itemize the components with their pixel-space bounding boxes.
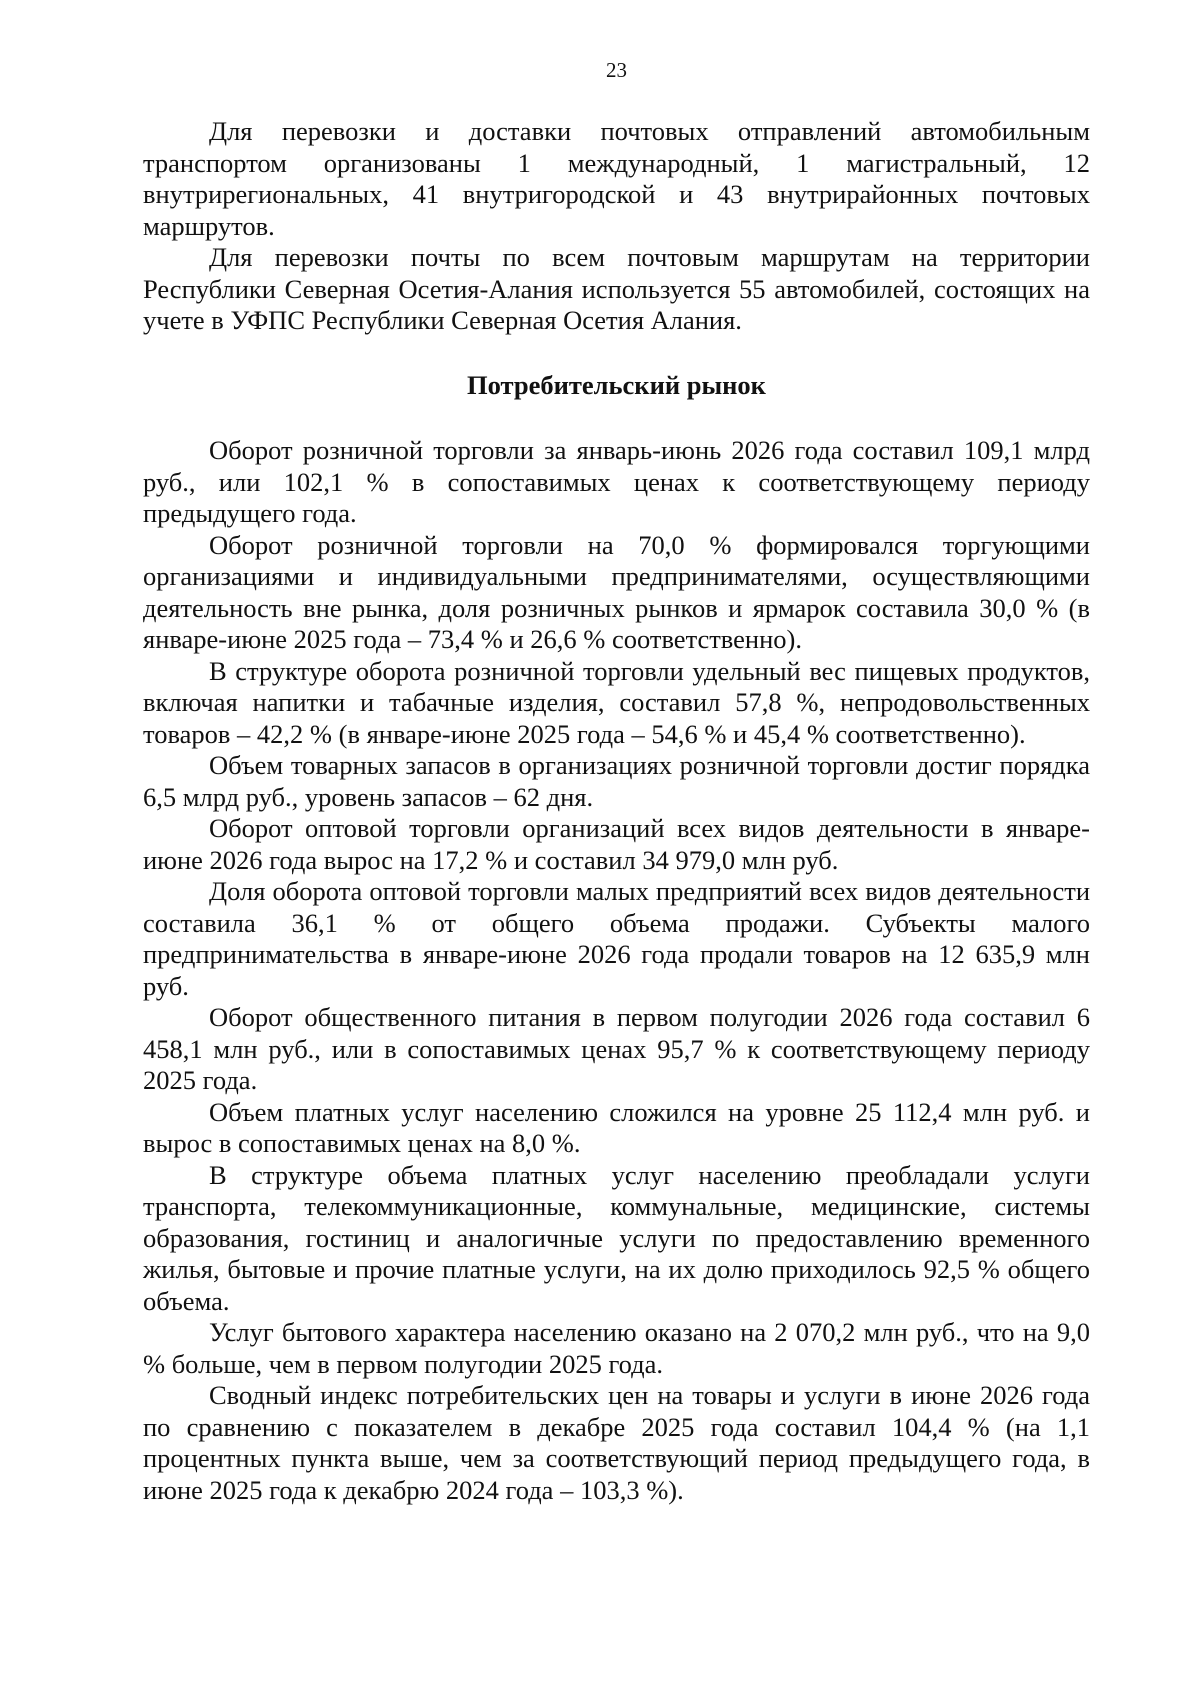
- paragraph-retail-structure-goods: В структуре оборота розничной торговли удельный вес пищевых продуктов, включая напитки и табачные изделия, составил 57,8 %, непродовольственных товаров – 42,2 % (в январе-июне 2025 года – 54,6 % и 45,4 % соответственно).: [143, 655, 1090, 749]
- paragraph-small-business-wholesale: Доля оборота оптовой торговли малых предприятий всех видов деятельности составила 36,1 % от общего объема продажи. Субъекты малого предпринимательства в январе-июне 2026 года продали товаров на 12 635,9 млн руб.: [143, 876, 1090, 1001]
- paragraph-paid-services-structure: В структуре объема платных услуг населению преобладали услуги транспорта, телекоммуникационные, коммунальные, медицинские, системы образования, гостиниц и аналогичные услуги по предоставлению временного жилья, бытовые и прочие платные услуги, на их долю приходилось 92,5 % общего объема.: [143, 1159, 1090, 1316]
- paragraph-inventory: Объем товарных запасов в организациях розничной торговли достиг порядка 6,5 млрд руб., уровень запасов – 62 дня.: [143, 750, 1090, 812]
- paragraph-consumer-price-index: Сводный индекс потребительских цен на товары и услуги в июне 2026 года по сравнению с показателем в декабре 2025 года составил 104,4 % (на 1,1 процентных пункта выше, чем за соответствующий период предыдущего года, в июне 2025 года к декабрю 2024 года – 103,3 %).: [143, 1380, 1090, 1505]
- paragraph-retail-turnover: Оборот розничной торговли за январь-июнь 2026 года составил 109,1 млрд руб., или 102,1 % в сопоставимых ценах к соответствующему периоду предыдущего года.: [143, 435, 1090, 528]
- paragraph-wholesale-turnover: Оборот оптовой торговли организаций всех видов деятельности в январе-июне 2026 года вырос на 17,2 % и составил 34 979,0 млн руб.: [143, 813, 1090, 875]
- paragraph-retail-structure-sellers: Оборот розничной торговли на 70,0 % формировался торгующими организациями и индивидуальными предпринимателями, осуществляющими деятельность вне рынка, доля розничных рынков и ярмарок составила 30,0 % (в январе-июне 2025 года – 73,4 % и 26,6 % соответственно).: [143, 529, 1090, 654]
- paragraph-household-services: Услуг бытового характера населению оказано на 2 070,2 млн руб., что на 9,0 % больше, чем в первом полугодии 2025 года.: [143, 1317, 1090, 1379]
- section-heading: Потребительский рынок: [467, 369, 766, 400]
- paragraph-postal-routes: Для перевозки и доставки почтовых отправлений автомобильным транспортом организованы 1 международный, 1 магистральный, 12 внутрирегиональных, 41 внутригородской и 43 внутрирайонных почтовых маршрутов.: [143, 116, 1090, 241]
- paragraph-postal-vehicles: Для перевозки почты по всем почтовым маршрутам на территории Республики Северная Осетия-Алания используется 55 автомобилей, состоящих на учете в УФПС Республики Северная Осетия Алания.: [143, 242, 1090, 335]
- paragraph-paid-services: Объем платных услуг населению сложился на уровне 25 112,4 млн руб. и вырос в сопоставимых ценах на 8,0 %.: [143, 1096, 1090, 1158]
- paragraph-catering: Оборот общественного питания в первом полугодии 2026 года составил 6 458,1 млн руб., или в сопоставимых ценах 95,7 % к соответствующему периоду 2025 года.: [143, 1002, 1090, 1095]
- page-number: 23: [606, 58, 627, 82]
- document-body: [143, 116, 1090, 1506]
